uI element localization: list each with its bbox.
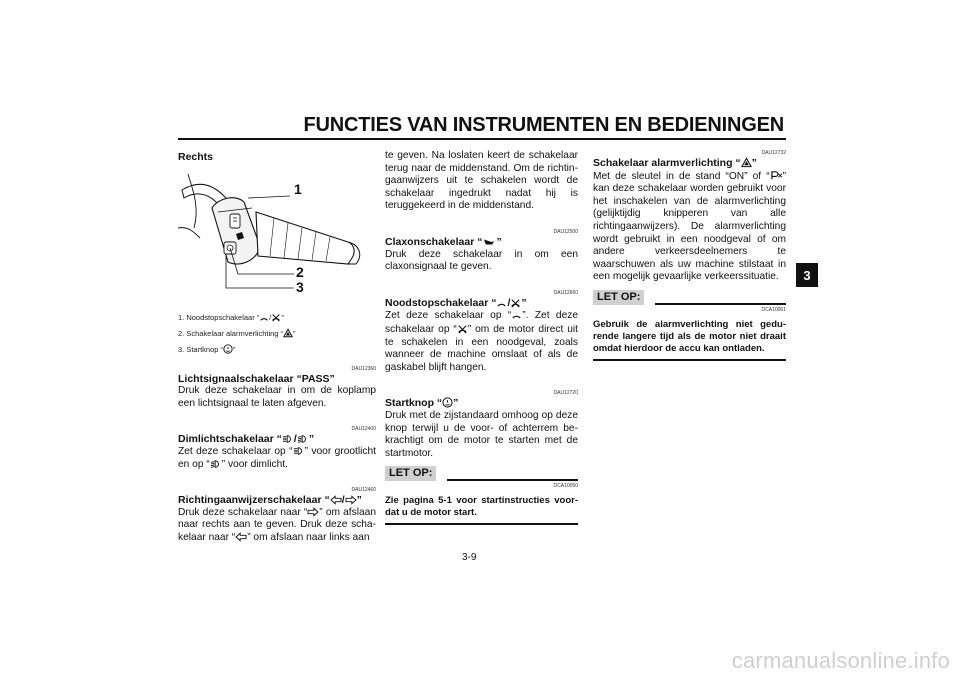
engine-stop-icon [457,323,468,334]
caution-block [385,466,578,525]
code-start: DAU12720 [553,390,578,397]
page-header-title: FUNCTIES VAN INSTRUMENTEN EN BEDIENINGEN [303,114,784,136]
section-heading-rechts: Rechts [178,151,214,163]
body-stop: Zet deze schakelaar op “ ”. Zet deze schakelaar op “ ” om de motor direct uit te schakelen in een noodgeval, zoals wanneer de machine omslaat of als de gaskabel blijft hangen. [385,310,579,373]
code-horn: DAU12500 [553,228,578,235]
turn-right-icon [307,507,319,517]
turn-left-icon [330,495,342,505]
caution-badge: LET OP: [593,290,644,305]
hazard-icon [283,328,293,338]
engine-run-icon [496,297,507,308]
high-beam-icon [282,434,294,444]
code-dim: DAU12400 [351,426,376,433]
column-2 [385,150,578,525]
caution-block-hazard [593,290,786,361]
chapter-tab: 3 [796,263,818,287]
legend-item-3: 3. Startknop “ ” [178,344,236,354]
heading-hazard: Schakelaar alarmverlichting “ ” [593,157,757,169]
engine-stop-icon [510,297,521,308]
start-icon [442,397,453,408]
body-horn: Druk deze schakelaar in om een claxonsignaal te geven. [385,248,578,273]
heading-dim: Dimlichtschakelaar “ / ” [178,433,315,446]
hazard-icon [741,157,752,168]
heading-start: Startknop “ ” [385,397,459,410]
body-dim: Zet deze schakelaar op “ ” voor grootlicht en op “ ” voor dimlicht. [178,445,376,470]
code-hazard: DAU12732 [761,150,786,156]
handlebar-switch-illustration [178,168,376,300]
body-start: Druk met de zijstandaard omhoog op deze knop terwijl u de voor- of achterrem bekrachtigt om de motor te starten met de startmotor. [385,409,578,459]
turn-right-icon [345,495,357,505]
heading-turn: Richtingaanwijzerschakelaar “ / ” [178,494,362,507]
callout-1: 1 [294,180,302,197]
low-beam-icon [210,459,222,469]
watermark-text: carmanualsonline.info [731,648,950,673]
page-number: 3-9 [462,552,477,563]
low-beam-icon [297,434,309,444]
legend-item-1: 1. Noodstopschakelaar “ / ” [178,312,284,322]
code-stop: DAU12660 [553,289,578,296]
high-beam-icon [293,446,305,456]
figure-legend [178,310,376,358]
body-pass: Druk deze schakelaar in om de koplamp een lichtsignaal te laten afgeven. [178,385,376,409]
heading-pass: Lichtsignaalschakelaar “PASS” [178,372,335,385]
header-rule [178,138,786,140]
column-1 [178,150,376,545]
code-caution-hazard: DCA10061 [761,306,786,313]
caution-text: Zie pagina 5-1 voor startinstructies voordat u de motor start. [385,495,578,519]
engine-stop-icon [271,312,281,322]
legend-item-2: 2. Schakelaar alarmverlichting “ ” [178,328,296,338]
caution-text-hazard: Gebruik de alarmverlichting niet gedurende langere tijd als de motor niet draait omdat hierdoor de accu kan ontladen. [593,318,786,354]
turn-left-icon [235,532,247,542]
engine-run-icon [511,309,522,320]
code-pass: DAU12360 [351,365,376,372]
heading-stop: Noodstopschakelaar “ / ” [385,296,527,309]
code-turn: DAU12460 [351,487,376,494]
parking-icon [770,170,783,181]
callout-2: 2 [296,263,304,280]
body-turn-continued: te geven. Na loslaten keert de schakelaar terug naar de middenstand. Om de richtingaanwijzers uit te schakelen wordt de schakelaar ingedrukt nadat hij is teruggekeerd in de middenstand. [385,150,578,212]
start-icon [223,344,233,354]
code-caution: DCA10050 [553,483,578,490]
callout-3: 3 [296,278,304,295]
caution-badge: LET OP: [385,466,436,481]
column-3 [593,150,786,361]
heading-horn: Claxonschakelaar “ ” [385,235,502,248]
engine-run-icon [259,312,269,322]
horn-icon [482,237,496,247]
body-hazard: Met de sleutel in de stand “ON” of “ ” kan deze schakelaar worden gebruikt voor het inschakelen van de alarmverlichting (gelijktijdig knipperen van alle richtingaanwijzers). De alarmverlichting wordt gebruikt in een noodgeval of om andere verkeersdeelnemers te waarschuwen als uw machine stilstaat in een mogelijk gevaarlijke verkeerssituatie. [593,170,786,283]
handlebar-switch-figure [178,168,376,300]
body-turn: Druk deze schakelaar naar “ ” om afslaan naar rechts aan te geven. Druk deze schakelaar naar “ ” om afslaan naar links aan [178,506,376,543]
